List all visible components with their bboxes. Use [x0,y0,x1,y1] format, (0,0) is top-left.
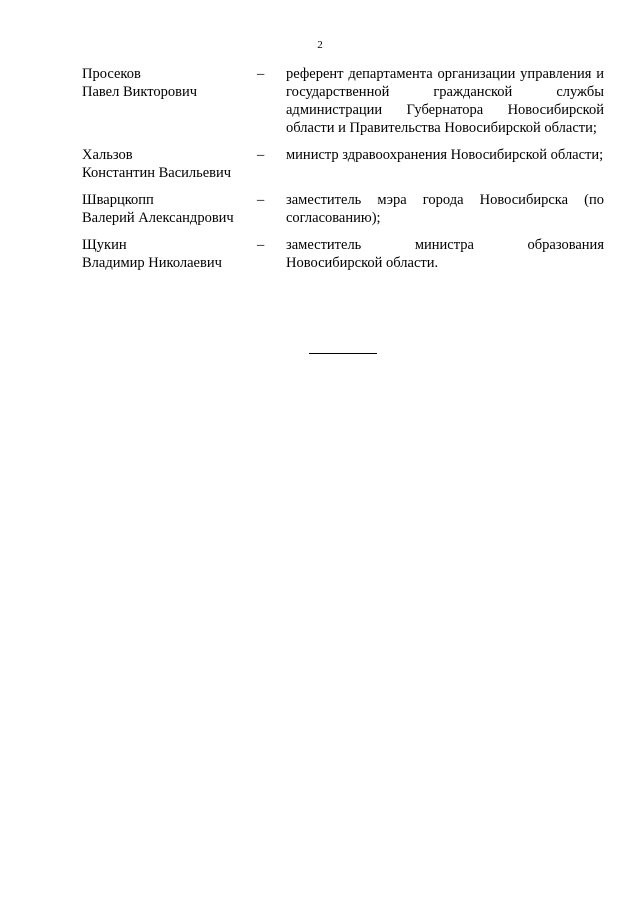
member-row [82,191,604,227]
member-surname: Щукин [82,237,127,253]
member-given-names: Валерий Александрович [82,210,234,226]
member-row [82,65,604,137]
member-surname: Шварцкопп [82,192,154,208]
member-name [82,191,257,227]
member-position: референт департамента организации управления и государственной гражданской службы администрации Губернатора Новосибирской области и Правительства Новосибирской области; [286,66,604,136]
member-row [82,146,604,182]
member-name [82,236,257,272]
member-position: министр здравоохранения Новосибирской области; [286,147,604,163]
closing-separator-line [309,353,377,354]
member-row [82,236,604,272]
member-position: заместитель министра образования Новосибирской области. [286,237,604,271]
member-position: заместитель мэра города Новосибирска (по согласованию); [286,192,604,226]
member-given-names: Павел Викторович [82,84,198,100]
member-name [82,146,257,182]
member-surname: Хальзов [82,147,133,163]
member-given-names: Владимир Николаевич [82,255,222,271]
member-name [82,65,257,101]
member-surname: Просеков [82,66,141,82]
member-dash: – [257,66,265,82]
member-given-names: Константин Васильевич [82,165,232,181]
page-number: 2 [317,39,323,51]
members-list [82,65,604,281]
member-dash: – [257,147,265,163]
member-dash: – [257,237,265,253]
member-dash: – [257,192,265,208]
